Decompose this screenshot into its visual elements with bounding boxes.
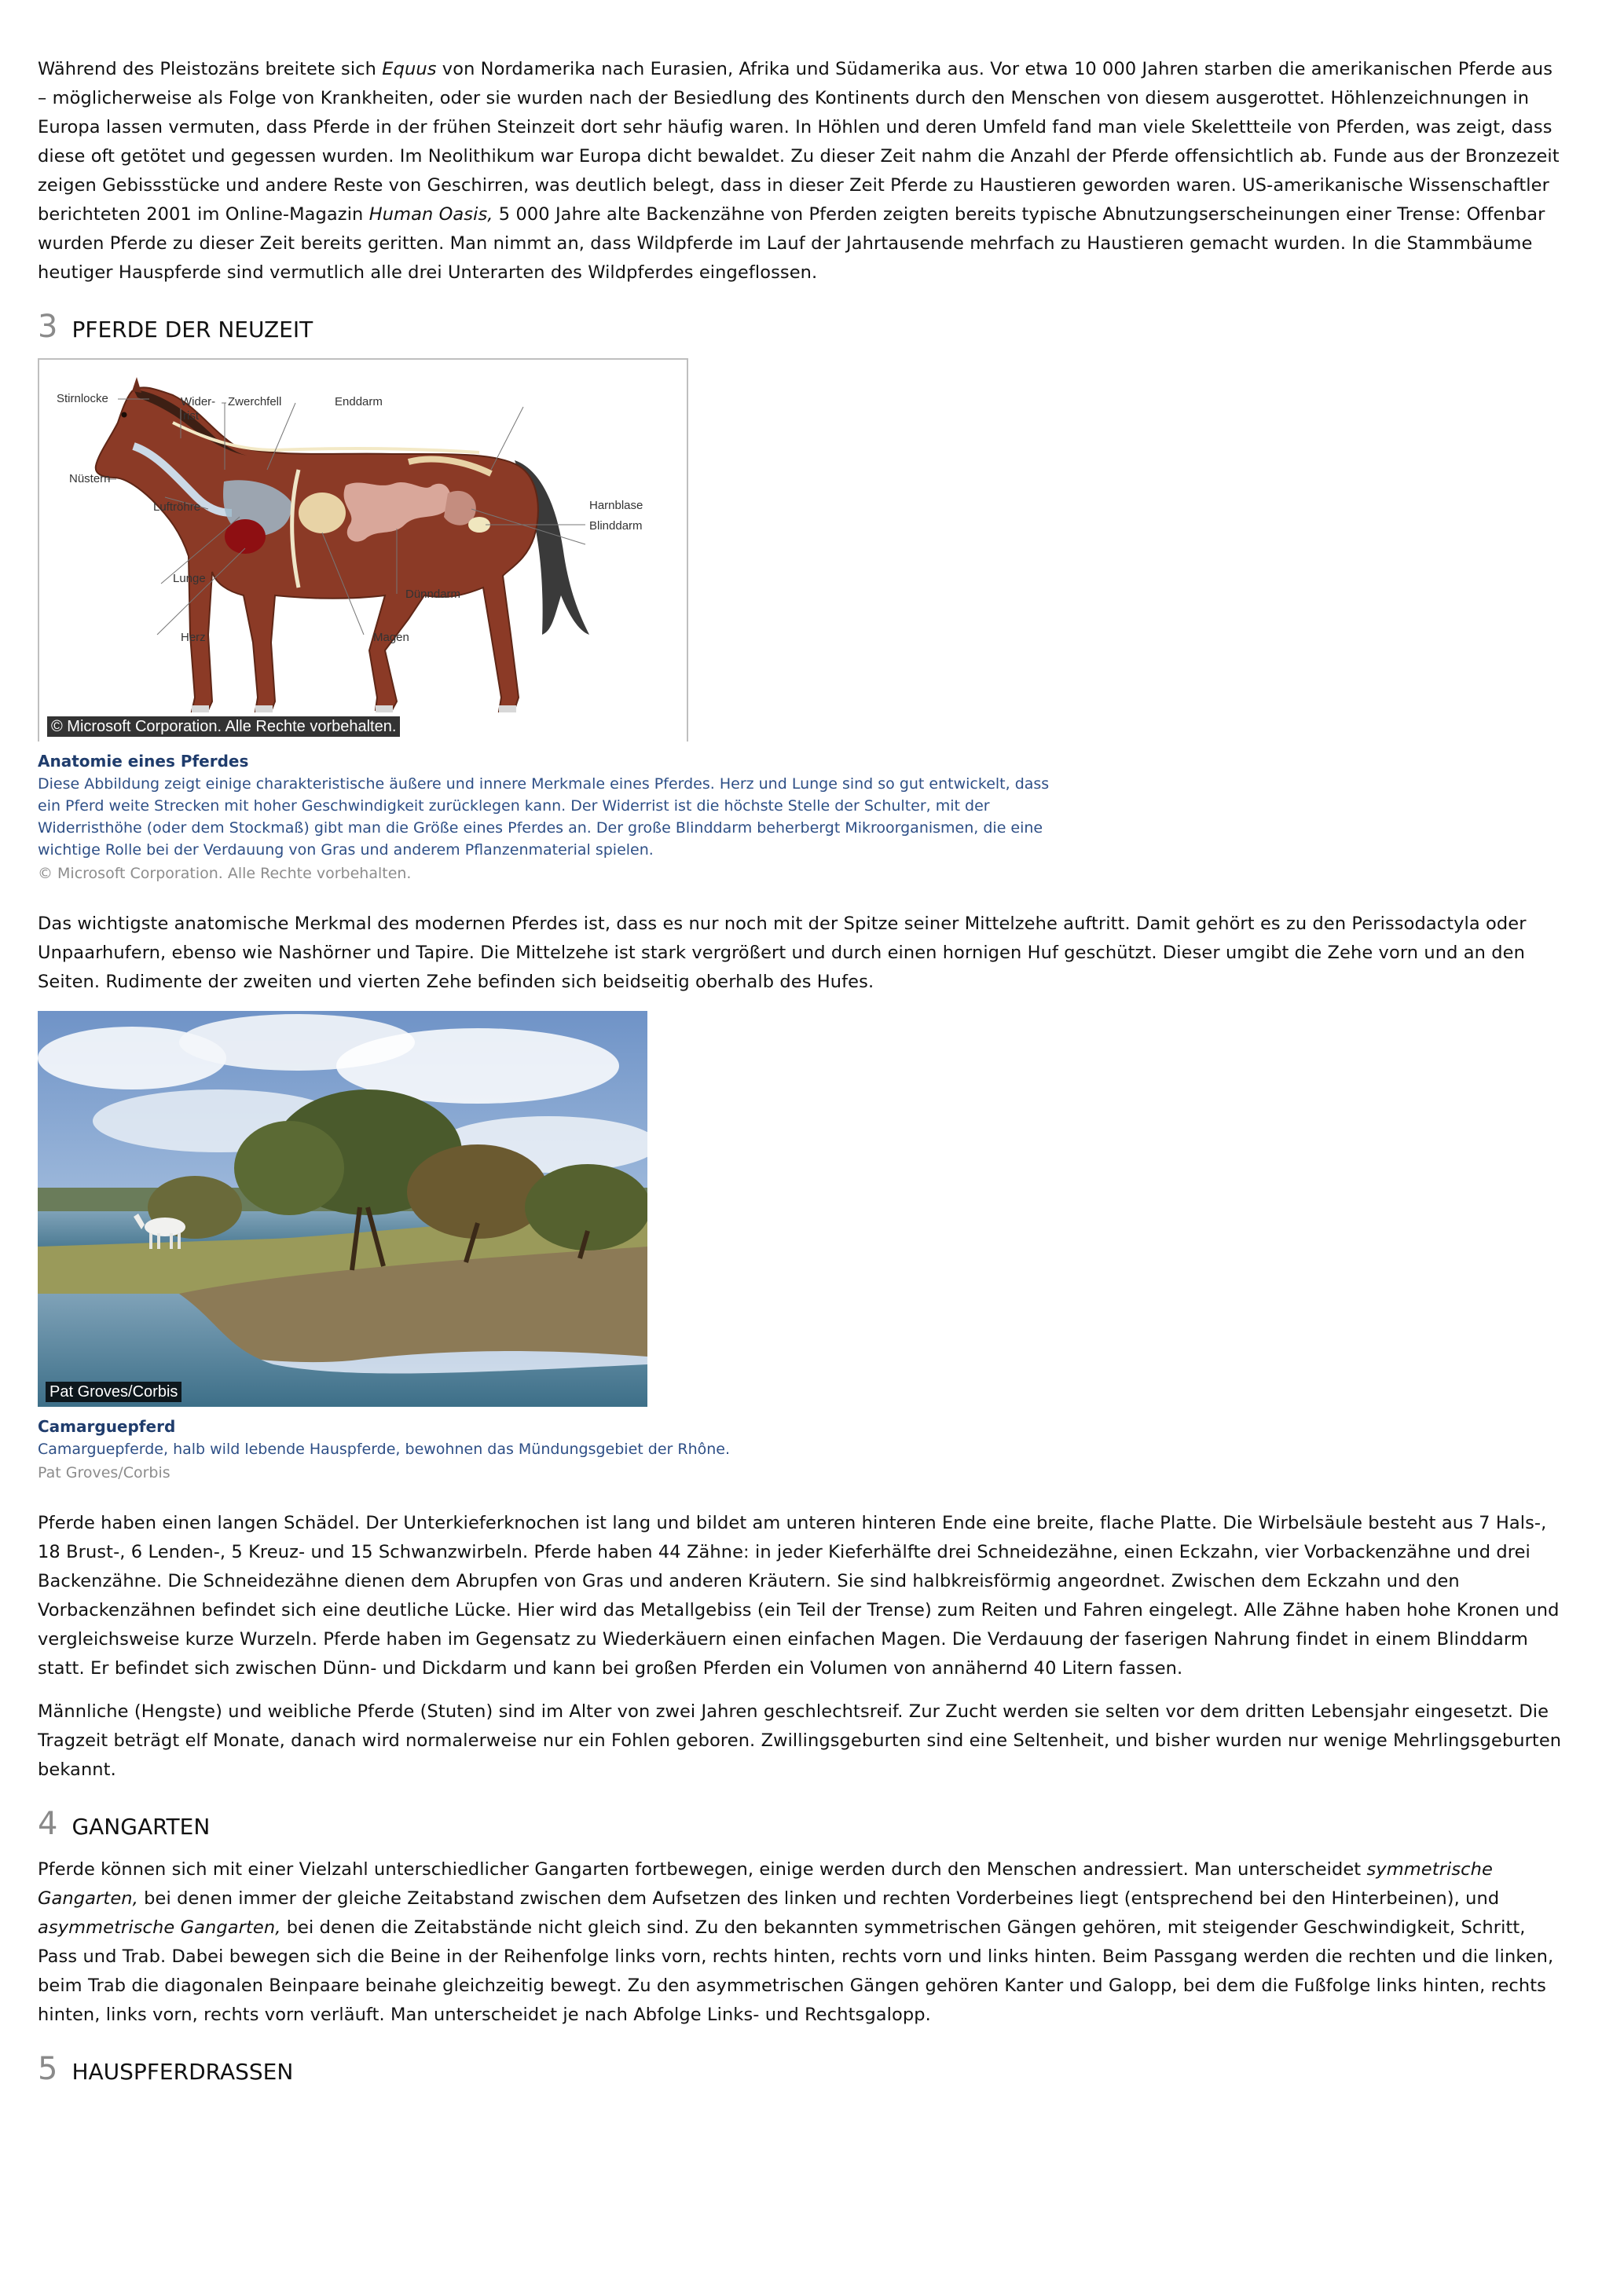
section-number: 3 bbox=[38, 309, 58, 345]
section-number: 5 bbox=[38, 2051, 58, 2087]
figure-camargue-horse bbox=[38, 1011, 1562, 1485]
tree-crown-shape bbox=[234, 1121, 344, 1215]
ear-shape bbox=[132, 377, 141, 393]
section-title: GANGARTEN bbox=[71, 1814, 211, 1840]
label-widerrist: Wider- bbox=[181, 395, 216, 408]
paragraph-anatomy: Das wichtigste anatomische Merkmal des modernen Pferdes ist, dass es nur noch mit der Spitze seiner Mittelzehe auftritt. Damit gehört es zu den Perissodactyla oder Unpaarhufern, ebenso wie Nashörner und Tapire. Die Mittelzehe ist stark vergrößert und durch einen hornigen Huf geschützt. Dieser umgibt die Zehe vorn und an den Seiten. Rudimente der zweiten und vierten Zehe befinden sich beidseitig oberhalb des Hufes. bbox=[38, 914, 1527, 992]
label-luftroehre: Luftröhre bbox=[153, 500, 201, 514]
section-title: HAUSPFERDRASSEN bbox=[71, 2059, 294, 2085]
italic-run: symmetrische Gangarten, bbox=[38, 1859, 1493, 1909]
paragraph-intro bbox=[38, 55, 1562, 287]
section-title: PFERDE DER NEUZEIT bbox=[71, 317, 313, 342]
figure-caption-title: Camarguepferd bbox=[38, 1417, 176, 1436]
hoof-shape bbox=[255, 705, 273, 712]
paragraph-gaits bbox=[38, 1855, 1562, 2030]
stomach-shape bbox=[299, 493, 346, 533]
label-zwerchfell: Zwerchfell bbox=[228, 395, 282, 408]
horse-body-shape bbox=[96, 387, 538, 712]
text-run: 5 000 Jahre alte Backenzähne von Pferden zeigten bereits typische Abnutzungserscheinungen einer Trense: Offenbar wurden Pferde zu dieser Zeit bereits geritten. Man nimmt an, dass Wildpferde im Lauf der Jahrtausende mehrfach zu Haustieren gemacht wurden. In die Stammbäume heutiger Hauspferde sind vermutlich alle drei Unterarten des Wildpferdes eingeflossen. bbox=[38, 204, 1545, 283]
image-credit-overlay: Pat Groves/Corbis bbox=[46, 1382, 181, 1402]
hoof-shape bbox=[376, 705, 393, 712]
italic-run: asymmetrische Gangarten, bbox=[38, 1917, 281, 1938]
hoof-shape bbox=[499, 705, 516, 712]
text-run: von Nordamerika nach Eurasien, Afrika und Südamerika aus. Vor etwa 10 000 Jahren starben die amerikanischen Pferde aus – möglicherweise als Folge von Krankheiten, oder sie wurden nach der Besiedlung des Kontinents durch den Menschen von diesem ausgerottet. Höhlenzeichnungen in Europa lassen vermuten, dass Pferde in der frühen Steinzeit dort sehr häufig waren. In Höhlen und deren Umfeld fand man viele Skelettteile von Pferden, was zeigt, dass diese oft getötet und gegessen wurden. Im Neolithikum war Europa dicht bewaldet. Zu dieser Zeit nahm die Anzahl der Pferde offensichtlich ab. Funde aus der Bronzezeit zeigen Gebissstücke und andere Reste von Geschirren, was deutlich belegt, dass in dieser Zeit Pferde zu Haustieren geworden waren. US-amerikanische Wissenschaftler berichteten 2001 im Online-Magazin bbox=[38, 59, 1560, 225]
text-run: Während des Pleistozäns breitete sich bbox=[38, 59, 383, 79]
label-magen: Magen bbox=[373, 631, 409, 644]
label-herz: Herz bbox=[181, 631, 206, 644]
figure-caption-title: Anatomie eines Pferdes bbox=[38, 752, 249, 771]
section-number: 4 bbox=[38, 1806, 58, 1842]
label-enddarm: Enddarm bbox=[335, 395, 383, 408]
figure-horse-anatomy bbox=[38, 358, 1562, 886]
text-run: Pferde können sich mit einer Vielzahl unterschiedlicher Gangarten fortbewegen, einige werden durch den Menschen andressiert. Man unterscheidet bbox=[38, 1859, 1367, 1880]
figure-credit: © Microsoft Corporation. Alle Rechte vorbehalten. bbox=[38, 865, 412, 882]
camargue-photo[interactable] bbox=[38, 1011, 647, 1407]
paragraph-reproduction: Männliche (Hengste) und weibliche Pferde (Stuten) sind im Alter von zwei Jahren geschlechtsreif. Zur Zucht werden sie selten vor dem dritten Lebensjahr eingesetzt. Die Tragzeit beträgt elf Monate, danach wird normalerweise nur ein Fohlen geboren. Zwillingsgeburten sind eine Seltenheit, und bisher wurden nur wenige Mehrlingsgeburten bekannt. bbox=[38, 1701, 1562, 1780]
eye-shape bbox=[122, 412, 127, 418]
figure-caption-text: Camarguepferde, halb wild lebende Hauspferde, bewohnen das Mündungsgebiet der Rhône. bbox=[38, 1441, 731, 1458]
section-heading-4 bbox=[38, 1807, 1562, 1841]
horse-anatomy-image[interactable] bbox=[38, 358, 688, 742]
text-run: bei denen die Zeitabstände nicht gleich sind. Zu den bekannten symmetrischen Gängen gehören, mit steigender Geschwindigkeit, Schritt, Pass und Trab. Dabei bewegen sich die Beine in der Reihenfolge links vorn, rechts hinten, rechts vorn und links hinten. Beim Passgang werden die rechten und die linken, beim Trab die diagonalen Beinpaare beinahe gleichzeitig bewegt. Zu den asymmetrischen Gängen gehören Kanter und Galopp, bei dem die Fußfolge links hinten, rechts hinten, links vorn, rechts vorn verläuft. Man unterscheidet je nach Abfolge Links- und Rechtsgalopp. bbox=[38, 1917, 1554, 2025]
label-nuestern: Nüstern bbox=[69, 472, 111, 485]
label-lunge: Lunge bbox=[173, 572, 206, 585]
label-duenndarm: Dünndarm bbox=[405, 588, 461, 601]
paragraph-skeleton-teeth: Pferde haben einen langen Schädel. Der Unterkieferknochen ist lang und bildet am unteren hinteren Ende eine breite, flache Platte. Die Wirbelsäule besteht aus 7 Hals-, 18 Brust-, 6 Lenden-, 5 Kreuz- und 15 Schwanzwirbeln. Pferde haben 44 Zähne: in jeder Kieferhälfte drei Schneidezähne, einen Eckzahn, vier Vorbackenzähne und drei Backenzähne. Die Schneidezähne dienen dem Abrupfen von Gras und anderen Kräutern. Sie sind halbkreisförmig angeordnet. Zwischen dem Eckzahn und den Vorbackenzähnen befindet sich eine deutliche Lücke. Hier wird das Metallgebiss (ein Teil der Trense) zum Reiten und Fahren eingelegt. Alle Zähne haben hohe Kronen und vergleichsweise kurze Wurzeln. Pferde haben im Gegensatz zu Wiederkäuern einen einfachen Magen. Die Verdauung der faserigen Nahrung findet in einem Blinddarm statt. Er befindet sich zwischen Dünn- und Dickdarm und kann bei großen Pferden ein Volumen von annähernd 40 Litern fassen. bbox=[38, 1513, 1560, 1679]
camargue-photo-image bbox=[38, 1011, 647, 1407]
horse-anatomy-diagram bbox=[39, 360, 687, 742]
italic-run: Human Oasis, bbox=[368, 204, 493, 225]
section-heading-3 bbox=[38, 309, 1562, 344]
image-copyright-overlay: © Microsoft Corporation. Alle Rechte vorbehalten. bbox=[47, 716, 400, 737]
figure-credit: Pat Groves/Corbis bbox=[38, 1464, 170, 1481]
label-stirnlocke: Stirnlocke bbox=[57, 392, 108, 405]
section-heading-5 bbox=[38, 2052, 1562, 2086]
label-blinddarm: Blinddarm bbox=[589, 519, 643, 533]
hoof-shape bbox=[192, 705, 209, 712]
document-page bbox=[38, 55, 1562, 2100]
figure-caption-text: Diese Abbildung zeigt einige charakteristische äußere und innere Merkmale eines Pferdes. Herz und Lunge sind so gut entwickelt, dass ein Pferd weite Strecken mit hoher Geschwindigkeit zurücklegen kann. Der Widerrist ist die höchste Stelle der Schulter, mit der Widerristhöhe (oder dem Stockmaß) gibt man die Größe eines Pferdes an. Der große Blinddarm beherbergt Mikroorganismen, die eine wichtige Rolle bei der Verdauung von Gras und anderem Pflanzenmaterial spielen. bbox=[38, 775, 1050, 859]
label-harnblase: Harnblase bbox=[589, 499, 643, 512]
text-run: bei denen immer der gleiche Zeitabstand zwischen dem Aufsetzen des linken und rechten Vorderbeines liegt (entsprechend bei den Hinterbeinen), und bbox=[137, 1888, 1500, 1909]
italic-run: Equus bbox=[382, 59, 437, 79]
label-widerrist: rist bbox=[183, 409, 199, 423]
